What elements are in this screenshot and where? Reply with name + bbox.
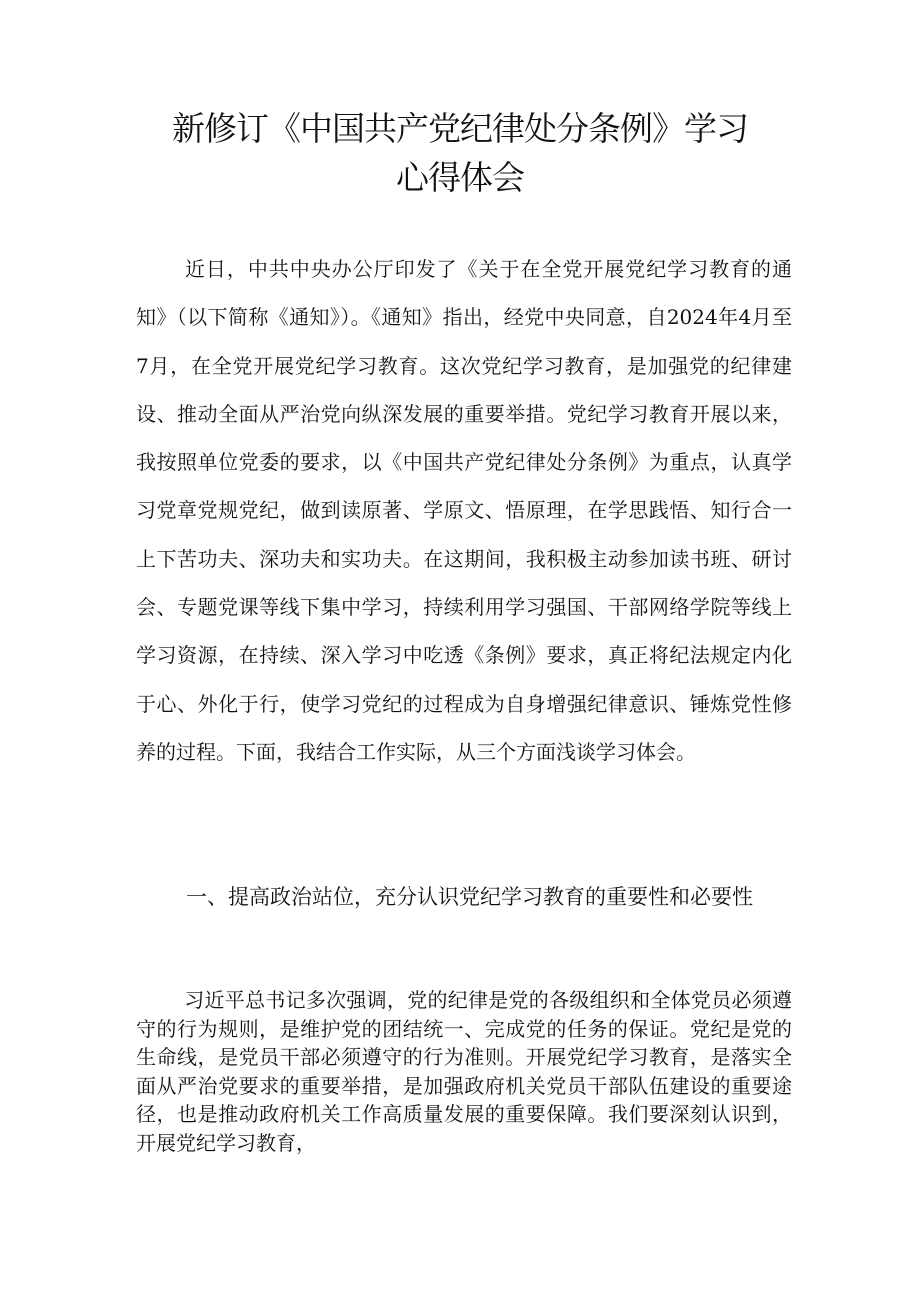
document-title-line1: 新修订《中国共产党纪律处分条例》学习 <box>172 109 748 148</box>
paragraph-intro <box>136 245 792 776</box>
paragraph-section-1-text: 习近平总书记多次强调，党的纪律是党的各级组织和全体党员必须遵守的行为规则，是维护党的团结统一、完成党的任务的保证。党纪是党的生命线，是党员干部必须遵守的行为准则。开展党纪学习教育，是落实全面从严治党要求的重要举措，是加强政府机关党员干部队伍建设的重要途径，也是推动政府机关工作高质量发展的重要保障。我们要深刻认识到，开展党纪学习教育， <box>136 988 792 1155</box>
document-title-line2: 心得体会 <box>396 158 524 197</box>
paragraph-intro-text: 近日，中共中央办公厅印发了《关于在全党开展党纪学习教育的通知》（以下简称《通知》）。《通知》指出，经党中央同意，自2024年4月至7月，在全党开展党纪学习教育。这次党纪学习教育，是加强党的纪律建设、推动全面从严治党向纵深发展的重要举措。党纪学习教育开展以来，我按照单位党委的要求，以《中国共产党纪律处分条例》为重点，认真学习党章党规党纪，做到读原著、学原文、悟原理，在学思践悟、知行合一上下苦功夫、深功夫和实功夫。在这期间，我积极主动参加读书班、研讨会、专题党课等线下集中学习，持续利用学习强国、干部网络学院等线上学习资源，在持续、深入学习中吃透《条例》要求，真正将纪法规定内化于心、外化于行，使学习党纪的过程成为自身增强纪律意识、锤炼党性修养的过程。下面，我结合工作实际，从三个方面浅谈学习体会。 <box>136 257 792 764</box>
section-heading-1 <box>136 872 792 922</box>
paragraph-section-1 <box>136 986 792 1158</box>
section-heading-1-text: 一、提高政治站位，充分认识党纪学习教育的重要性和必要性 <box>186 885 753 909</box>
